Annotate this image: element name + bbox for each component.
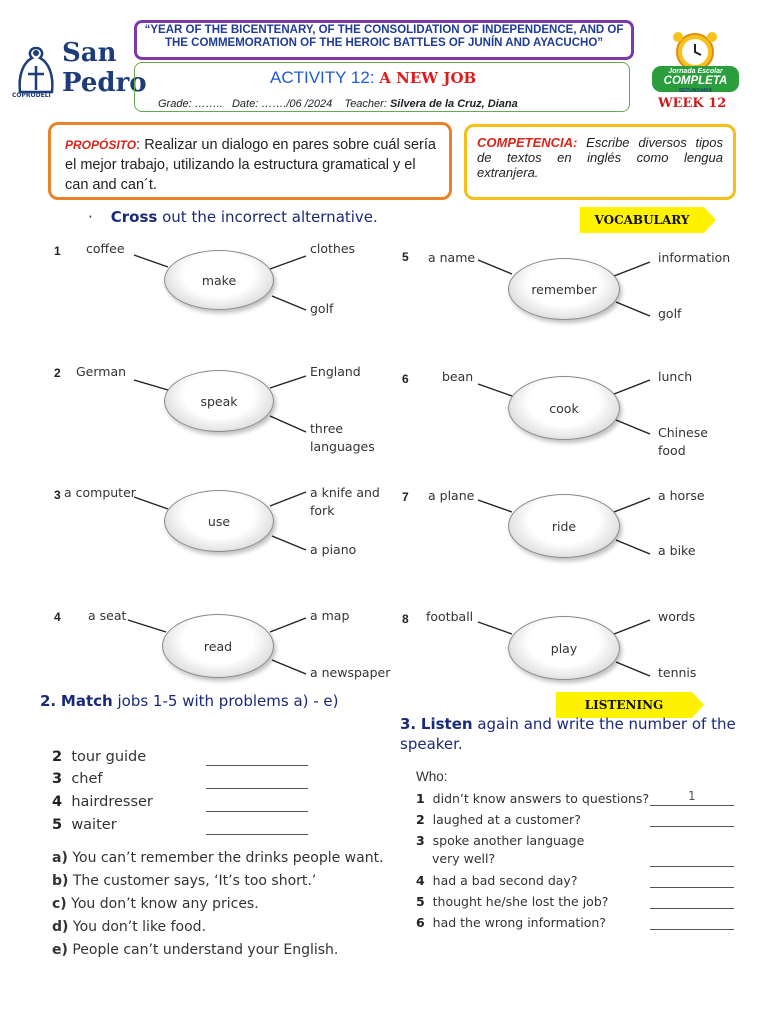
question-number: 5: [416, 894, 425, 909]
listening-tag-label: LISTENING: [584, 698, 664, 712]
job-row: [52, 817, 117, 833]
school-crest-icon: [14, 44, 60, 96]
left-option[interactable]: bean: [442, 369, 474, 384]
question-answer-blank[interactable]: [650, 887, 734, 888]
bicentenary-banner: “YEAR OF THE BICENTENARY, OF THE CONSOLIDATION OF INDEPENDENCE, AND OF THE COMMEMORATION OF THE HEROIC BATTLES OF JUNÍN AND AYACUCHO”: [134, 20, 634, 60]
item-number: 6: [402, 372, 409, 386]
problem-text: People can’t understand your English.: [72, 942, 339, 958]
section3-number: 3.: [400, 715, 417, 733]
verb-bubble: [164, 370, 274, 432]
section3-instruction-text: again and write the number of the speaker.: [400, 715, 736, 753]
job-number: 3: [52, 771, 63, 787]
item-number: 4: [54, 610, 61, 624]
section2-keyword: Match: [60, 692, 113, 710]
job-answer-blank[interactable]: [206, 834, 308, 835]
job-number: 4: [52, 794, 63, 810]
question-number: 2: [416, 812, 425, 827]
problem-row: [52, 919, 206, 935]
question-text: thought he/she lost the job?: [432, 894, 609, 909]
question-text: laughed at a customer?: [432, 812, 581, 827]
left-option[interactable]: a seat: [88, 608, 127, 623]
verb-text: read: [203, 638, 233, 654]
right-bottom-option[interactable]: golf: [310, 301, 334, 316]
jornada-escolar-logo: [648, 30, 743, 100]
problem-letter: c): [52, 896, 67, 912]
job-row: [52, 771, 103, 787]
question-answer: 1: [688, 789, 696, 803]
verb-text: make: [201, 272, 237, 288]
job-answer-blank[interactable]: [206, 788, 308, 789]
question-row: [416, 873, 577, 888]
right-bottom-option[interactable]: a newspaper: [310, 665, 391, 680]
san-pedro-logo: [12, 38, 147, 104]
question-number: 6: [416, 915, 425, 930]
problem-letter: e): [52, 942, 68, 958]
right-top-option[interactable]: England: [310, 364, 361, 379]
logo-right-line2: COMPLETA: [663, 75, 728, 87]
job-answer-blank[interactable]: [206, 765, 308, 766]
week-label: WEEK 12: [658, 96, 727, 111]
verb-bubble: [162, 614, 274, 678]
verb-text: ride: [551, 518, 577, 534]
job-number: 2: [52, 749, 63, 765]
activity-subtitle: A NEW JOB: [379, 69, 477, 87]
question-answer-blank[interactable]: [650, 929, 734, 930]
job-number: 5: [52, 817, 63, 833]
activity-number: ACTIVITY 12:: [270, 68, 375, 87]
verb-bubble: [508, 616, 620, 680]
problem-row: [52, 942, 338, 958]
question-number: 1: [416, 791, 425, 806]
job-label: chef: [71, 771, 103, 787]
logo-text-line2: Pedro: [62, 68, 147, 98]
competence-label: COMPETENCIA:: [477, 135, 578, 150]
verb-text: speak: [200, 393, 238, 409]
problem-row: [52, 896, 259, 912]
job-label: waiter: [71, 817, 117, 833]
right-top-option[interactable]: lunch: [658, 369, 693, 384]
job-label: tour guide: [71, 749, 147, 765]
question-text: didn’t know answers to questions?: [432, 791, 650, 806]
purpose-box: [48, 122, 452, 200]
left-option[interactable]: coffee: [86, 241, 125, 256]
activity-title: [270, 68, 476, 88]
right-top-option[interactable]: a horse: [658, 488, 705, 503]
info-line: [158, 98, 518, 110]
question-number: 4: [416, 873, 425, 888]
question-text: had the wrong information?: [432, 915, 606, 930]
question-row: [416, 791, 649, 806]
purpose-text: : Realizar un dialogo en pares sobre cuál sería el mejor trabajo, utilizando la estructura gramatical y el can and can´t.: [65, 137, 436, 193]
problem-text: You don’t like food.: [72, 919, 207, 935]
question-answer-blank[interactable]: [650, 805, 734, 806]
right-top-option[interactable]: a map: [310, 608, 350, 623]
teacher-name: Silvera de la Cruz, Diana: [389, 98, 518, 110]
verb-text: remember: [531, 281, 597, 297]
verb-bubble: [508, 376, 620, 440]
question-answer-blank[interactable]: [650, 866, 734, 867]
competence-text: Escribe diversos tipos de textos en inglés como lengua extranjera.: [477, 135, 723, 180]
tag-arrow-icon: [704, 207, 716, 233]
left-option[interactable]: a plane: [428, 488, 475, 503]
verb-text: play: [550, 640, 578, 656]
date-field: Date: ……./06 /2024: [231, 98, 333, 110]
vocabulary-tag-label: VOCABULARY: [594, 213, 690, 227]
problem-letter: b): [52, 873, 69, 889]
right-top-option[interactable]: information: [658, 250, 731, 265]
problem-letter: d): [52, 919, 69, 935]
job-answer-blank[interactable]: [206, 811, 308, 812]
verb-bubble: [164, 490, 274, 552]
section1-instruction: [88, 208, 378, 226]
section1-keyword: Cross: [110, 208, 158, 226]
right-top-option[interactable]: words: [658, 609, 696, 624]
job-label: hairdresser: [71, 794, 153, 810]
verb-text: use: [207, 513, 231, 529]
section3-instruction: [400, 714, 750, 754]
logo-text-line1: San: [62, 38, 117, 68]
problem-text: You can’t remember the drinks people want.: [72, 850, 384, 866]
item-number: 3: [54, 488, 61, 502]
question-row: [416, 833, 584, 848]
section3-keyword: Listen: [420, 715, 473, 733]
verb-text: cook: [549, 400, 579, 416]
item-number: 7: [402, 490, 409, 504]
question-text: had a bad second day?: [432, 873, 578, 888]
question-answer-blank[interactable]: [650, 826, 734, 827]
verb-bubble: [508, 494, 620, 558]
logo-right-line3: SECUNDARIA: [678, 88, 713, 94]
left-option[interactable]: a name: [428, 250, 476, 265]
problem-row: [52, 873, 316, 889]
question-row: [416, 812, 581, 827]
job-row: [52, 749, 146, 765]
logo-subtext: COPRODELI: [12, 92, 51, 99]
verb-bubble: [164, 250, 274, 310]
question-text-continued: very well?: [432, 851, 496, 866]
right-bottom-option[interactable]: three languages: [310, 421, 375, 454]
item-number: 1: [54, 244, 61, 258]
competence-box: [464, 124, 736, 200]
right-top-option[interactable]: clothes: [310, 241, 356, 256]
left-option[interactable]: German: [76, 364, 127, 379]
item-number: 8: [402, 612, 409, 626]
item-number: 2: [54, 366, 61, 380]
vocabulary-tag: [580, 207, 704, 233]
grade-field: Grade: ……..: [158, 98, 223, 110]
teacher-label: Teacher:: [344, 98, 387, 110]
item-number: 5: [402, 250, 409, 264]
question-row: [416, 894, 608, 909]
right-bottom-option[interactable]: tennis: [658, 665, 697, 680]
purpose-label: PROPÓSITO: [65, 138, 137, 152]
right-bottom-option[interactable]: Chinese food: [658, 425, 708, 458]
right-bottom-option[interactable]: a bike: [658, 543, 696, 558]
problem-text: You don’t know any prices.: [71, 896, 259, 912]
section2-instruction-text: jobs 1-5 with problems a) - e): [112, 692, 339, 710]
bullet: ·: [88, 208, 93, 226]
job-row: [52, 794, 153, 810]
question-answer-blank[interactable]: [650, 908, 734, 909]
right-top-option[interactable]: a knife and fork: [310, 485, 380, 518]
left-option[interactable]: a computer: [64, 485, 136, 500]
right-bottom-option[interactable]: golf: [658, 306, 682, 321]
verb-bubble: [508, 258, 620, 320]
section1-instruction-text: out the incorrect alternative.: [157, 208, 378, 226]
logo-right-line1: Jornada Escolar: [668, 68, 723, 75]
who-label: Who:: [416, 769, 448, 784]
section2-instruction: [40, 692, 339, 710]
problem-text: The customer says, ‘It’s too short.’: [72, 873, 317, 889]
right-bottom-option[interactable]: a piano: [310, 542, 357, 557]
problem-letter: a): [52, 850, 68, 866]
section2-number: 2.: [40, 692, 57, 710]
question-text: spoke another language: [432, 833, 585, 848]
question-number: 3: [416, 833, 425, 848]
problem-row: [52, 850, 384, 866]
left-option[interactable]: football: [426, 609, 474, 624]
question-row: [416, 915, 606, 930]
